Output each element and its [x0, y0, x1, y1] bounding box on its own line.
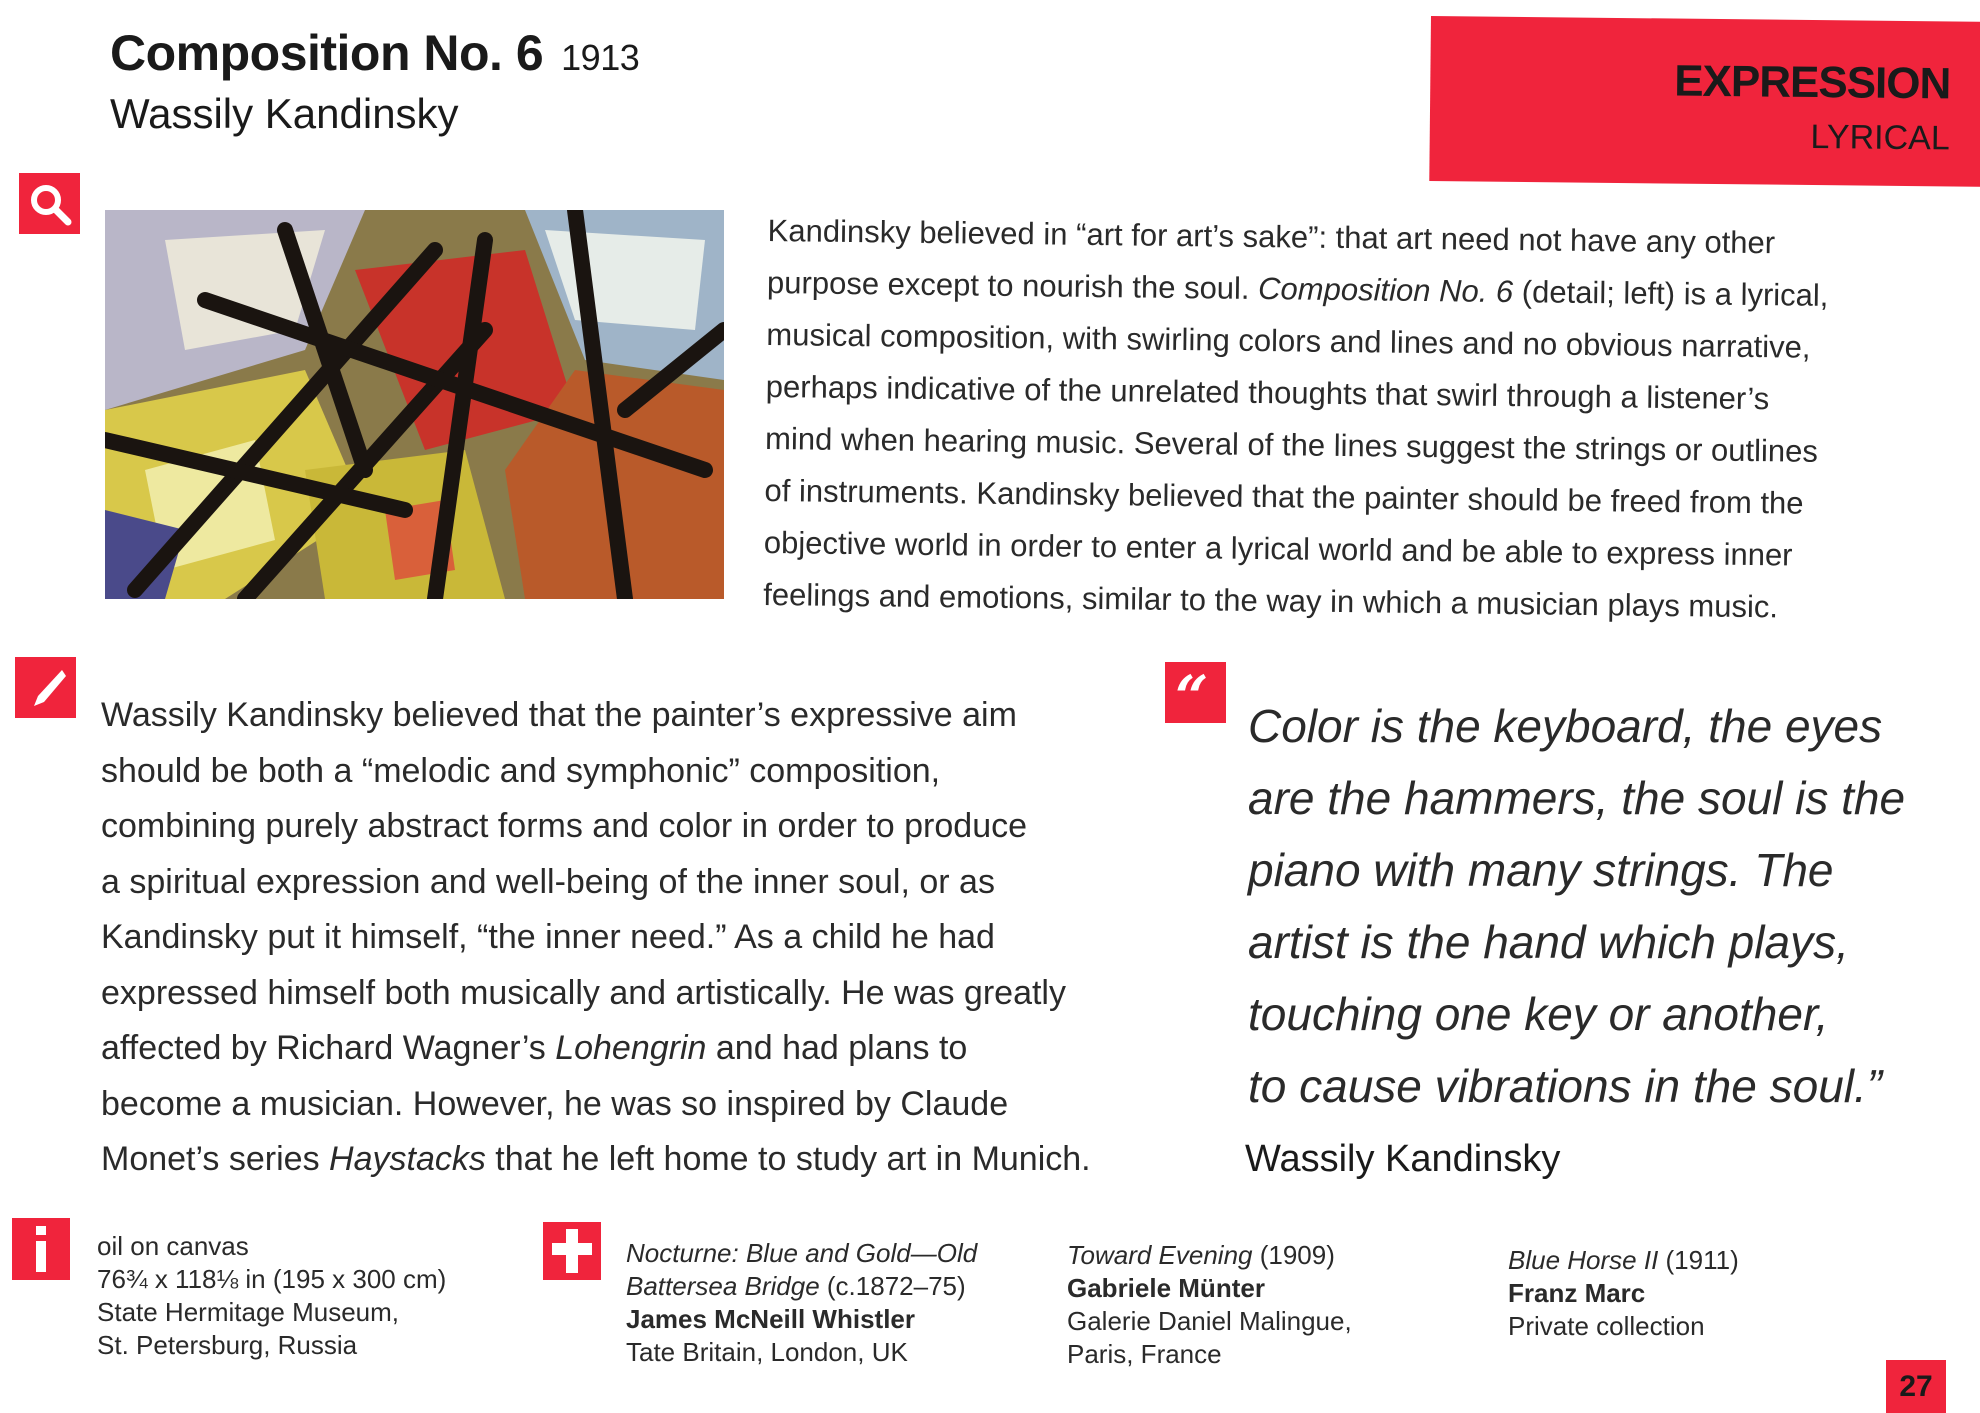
text-line	[626, 1303, 977, 1336]
text-segment: Galerie Daniel Malingue,	[1067, 1306, 1352, 1336]
text-segment: (1911)	[1658, 1245, 1739, 1275]
text-line	[1248, 978, 1968, 1050]
text-line	[1508, 1310, 1739, 1343]
text-line	[101, 744, 1131, 800]
text-segment: are the hammers, the soul is the	[1248, 772, 1906, 824]
bold-name: James McNeill Whistler	[626, 1304, 915, 1334]
text-line	[101, 1021, 1131, 1077]
text-segment: and had plans to	[706, 1029, 968, 1067]
text-line	[1067, 1338, 1352, 1371]
text-segment: Monet’s series	[101, 1140, 330, 1178]
text-segment: become a musician. However, he was so inspired by Claude	[101, 1084, 1009, 1123]
text-segment: a spiritual expression and well-being of the inner soul, or as	[101, 862, 995, 901]
italic-title: Toward Evening	[1067, 1240, 1253, 1270]
title-text: Composition No. 6	[110, 25, 544, 81]
text-segment: 76¾ x 118⅛ in (195 x 300 cm)	[97, 1264, 447, 1294]
text-line	[97, 1296, 446, 1329]
text-segment: (c.1872–75)	[819, 1271, 966, 1301]
text-line	[97, 1329, 446, 1362]
category-banner	[1429, 16, 1980, 187]
artwork-title	[110, 24, 639, 82]
text-segment: perhaps indicative of the unrelated thoughts that swirl through a listener’s	[765, 368, 1770, 417]
text-segment: expressed himself both musically and artistically. He was greatly	[101, 973, 1066, 1012]
text-line	[1067, 1272, 1352, 1305]
text-segment: should be both a “melodic and symphonic” composition,	[101, 751, 941, 790]
text-segment: purpose except to nourish the soul.	[766, 264, 1259, 306]
text-line	[1508, 1277, 1739, 1310]
quote-icon	[1165, 662, 1226, 723]
text-segment: oil on canvas	[97, 1231, 249, 1261]
painting-detail-image	[105, 210, 724, 599]
text-segment: to cause vibrations in the soul.”	[1248, 1060, 1883, 1112]
text-segment: musical composition, with swirling colors and lines and no obvious narrative,	[766, 316, 1811, 365]
text-line	[1248, 906, 1968, 978]
text-segment: feelings and emotions, similar to the way in which a musician plays music.	[763, 576, 1779, 625]
magnifier-icon	[19, 173, 80, 234]
text-segment: touching one key or another,	[1248, 988, 1829, 1040]
text-line	[101, 910, 1131, 966]
related-work-marc	[1508, 1244, 1739, 1343]
text-line	[1248, 762, 1968, 834]
text-line	[1248, 834, 1968, 906]
text-segment: piano with many strings. The	[1248, 844, 1834, 896]
text-line	[1248, 690, 1968, 762]
info-icon	[12, 1218, 70, 1280]
text-line	[626, 1336, 977, 1369]
artist-quote	[1248, 690, 1968, 1122]
text-segment: State Hermitage Museum,	[97, 1297, 400, 1327]
text-line	[1508, 1244, 1739, 1277]
text-segment: that he left home to study art in Munich.	[485, 1140, 1091, 1178]
svg-text:“: “	[1174, 672, 1208, 713]
text-segment: combining purely abstract forms and color in order to produce	[101, 807, 1028, 845]
text-segment: mind when hearing music. Several of the lines suggest the strings or outlines	[764, 420, 1819, 469]
text-line	[101, 1077, 1131, 1133]
italic-title: Haystacks	[329, 1140, 486, 1178]
italic-title: Lohengrin	[555, 1029, 707, 1067]
artwork-info	[97, 1230, 446, 1362]
text-segment: Private collection	[1508, 1311, 1705, 1341]
related-work-munter	[1067, 1239, 1352, 1371]
movement-label: EXPRESSION	[1673, 56, 1951, 109]
text-line	[101, 855, 1131, 911]
text-line	[101, 1132, 1131, 1188]
italic-title: Battersea Bridge	[626, 1271, 820, 1301]
text-line	[101, 966, 1131, 1022]
text-segment: objective world in order to enter a lyrical world and be able to express inner	[763, 524, 1793, 573]
text-segment: Tate Britain, London, UK	[626, 1337, 908, 1367]
text-line	[1248, 1050, 1968, 1122]
text-segment: Paris, France	[1067, 1339, 1222, 1369]
text-segment: (1909)	[1252, 1240, 1335, 1270]
text-line	[1067, 1239, 1352, 1272]
related-work-whistler	[626, 1237, 977, 1369]
italic-title: Blue Horse II	[1508, 1245, 1659, 1275]
text-line	[101, 799, 1131, 855]
bold-name: Franz Marc	[1508, 1278, 1646, 1308]
italic-title: Composition No. 6	[1257, 270, 1514, 310]
style-label: LYRICAL	[1810, 117, 1950, 158]
body-paragraph	[101, 688, 1131, 1188]
text-line	[97, 1230, 446, 1263]
text-segment: artist is the hand which plays,	[1248, 916, 1849, 968]
text-line	[101, 688, 1131, 744]
text-segment: affected by Richard Wagner’s	[101, 1029, 556, 1067]
quote-author: Wassily Kandinsky	[1245, 1138, 1561, 1180]
text-line	[626, 1237, 977, 1270]
artist-name: Wassily Kandinsky	[110, 90, 459, 137]
artwork-year: 1913	[561, 37, 640, 78]
pen-icon	[15, 657, 76, 718]
text-segment: of instruments. Kandinsky believed that the painter should be freed from the	[764, 472, 1804, 521]
italic-title: Nocturne: Blue and Gold—Old	[626, 1238, 978, 1268]
page-number: 27	[1886, 1360, 1946, 1413]
text-line	[1067, 1305, 1352, 1338]
text-line	[626, 1270, 977, 1303]
text-segment: St. Petersburg, Russia	[97, 1330, 358, 1360]
text-segment: Color is the keyboard, the eyes	[1248, 700, 1883, 752]
intro-paragraph	[763, 205, 1918, 635]
text-line	[97, 1263, 446, 1296]
text-segment: Kandinsky put it himself, “the inner need.” As a child he had	[101, 918, 995, 956]
plus-icon	[543, 1222, 601, 1280]
text-segment: Kandinsky believed in “art for art’s sake”: that art need not have any other	[767, 212, 1776, 261]
text-segment: Wassily Kandinsky believed that the painter’s expressive aim	[101, 696, 1017, 734]
text-segment: (detail; left) is a lyrical,	[1512, 274, 1829, 313]
bold-name: Gabriele Münter	[1067, 1273, 1265, 1303]
